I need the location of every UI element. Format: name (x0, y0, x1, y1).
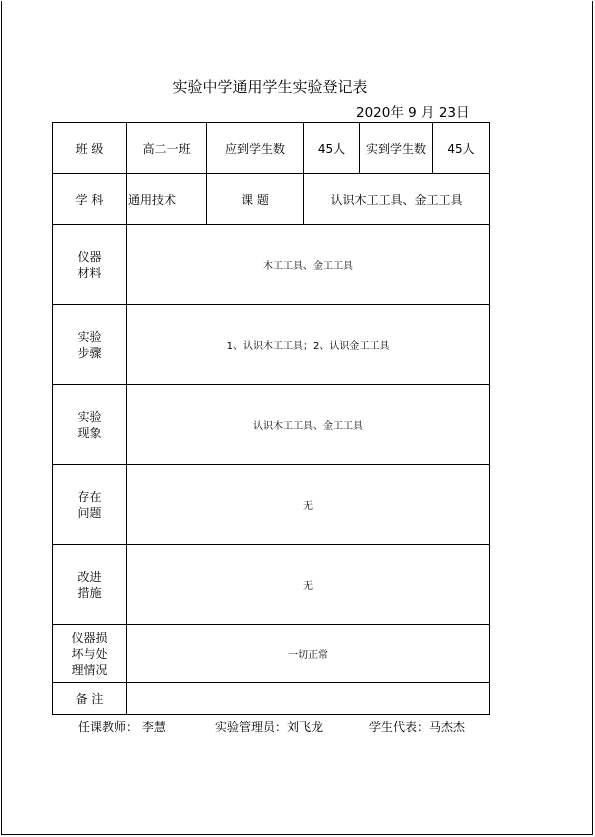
equipment-materials-content: 木工工具、金工工具 (127, 225, 490, 305)
expected-students-label: 应到学生数 (207, 123, 304, 174)
row-subject-info (53, 174, 490, 225)
subject-label: 学 科 (53, 174, 127, 225)
student-rep-signature: 学生代表：马杰杰 (369, 720, 466, 734)
row-remarks (53, 683, 490, 715)
teacher-signature: 任课教师： 李慧 (78, 720, 166, 734)
equipment-damage-content: 一切正常 (127, 625, 490, 683)
row-experiment-steps (53, 305, 490, 385)
label-line: 坏与处 (71, 646, 108, 661)
class-value: 高二一班 (127, 123, 207, 174)
class-label: 班 级 (53, 123, 127, 174)
label-line: 存在 (77, 489, 102, 504)
actual-students-label: 实到学生数 (360, 123, 433, 174)
row-improvement-measures (53, 545, 490, 625)
label-line: 措施 (77, 585, 102, 600)
label-line: 仪器 (77, 249, 102, 264)
row-class-info (53, 123, 490, 174)
experiment-steps-content: 1、认识木工工具；2、认识金工工具 (127, 305, 490, 385)
improvement-measures-content: 无 (127, 545, 490, 625)
existing-problems-label (53, 465, 127, 545)
label-line: 问题 (77, 505, 102, 520)
label-line: 实验 (77, 409, 102, 424)
expected-students-value: 45人 (304, 123, 360, 174)
actual-students-value: 45人 (433, 123, 490, 174)
remarks-content (127, 683, 490, 715)
row-existing-problems (53, 465, 490, 545)
label-line: 步骤 (77, 345, 102, 360)
topic-value: 认识木工工具、金工工具 (304, 174, 490, 225)
improvement-measures-label (53, 545, 127, 625)
topic-label: 课 题 (207, 174, 304, 225)
label-line: 仪器损 (71, 630, 108, 645)
remarks-label: 备 注 (53, 683, 127, 715)
experiment-log-table (52, 122, 490, 715)
equipment-materials-label (53, 225, 127, 305)
lab-manager-signature: 实验管理员：刘飞龙 (215, 720, 324, 734)
row-equipment-damage (53, 625, 490, 683)
label-line: 改进 (77, 569, 102, 584)
form-title: 实验中学通用学生实验登记表 (172, 78, 368, 96)
form-date: 2020年 9 月 23日 (356, 105, 470, 119)
row-equipment-materials (53, 225, 490, 305)
existing-problems-content: 无 (127, 465, 490, 545)
label-line: 现象 (77, 425, 102, 440)
row-experiment-phenomena (53, 385, 490, 465)
experiment-phenomena-content: 认识木工工具、金工工具 (127, 385, 490, 465)
experiment-steps-label (53, 305, 127, 385)
subject-value: 通用技术 (127, 174, 207, 225)
experiment-phenomena-label (53, 385, 127, 465)
equipment-damage-label (53, 625, 127, 683)
label-line: 理情况 (71, 662, 108, 677)
label-line: 实验 (77, 329, 102, 344)
label-line: 材料 (77, 265, 102, 280)
